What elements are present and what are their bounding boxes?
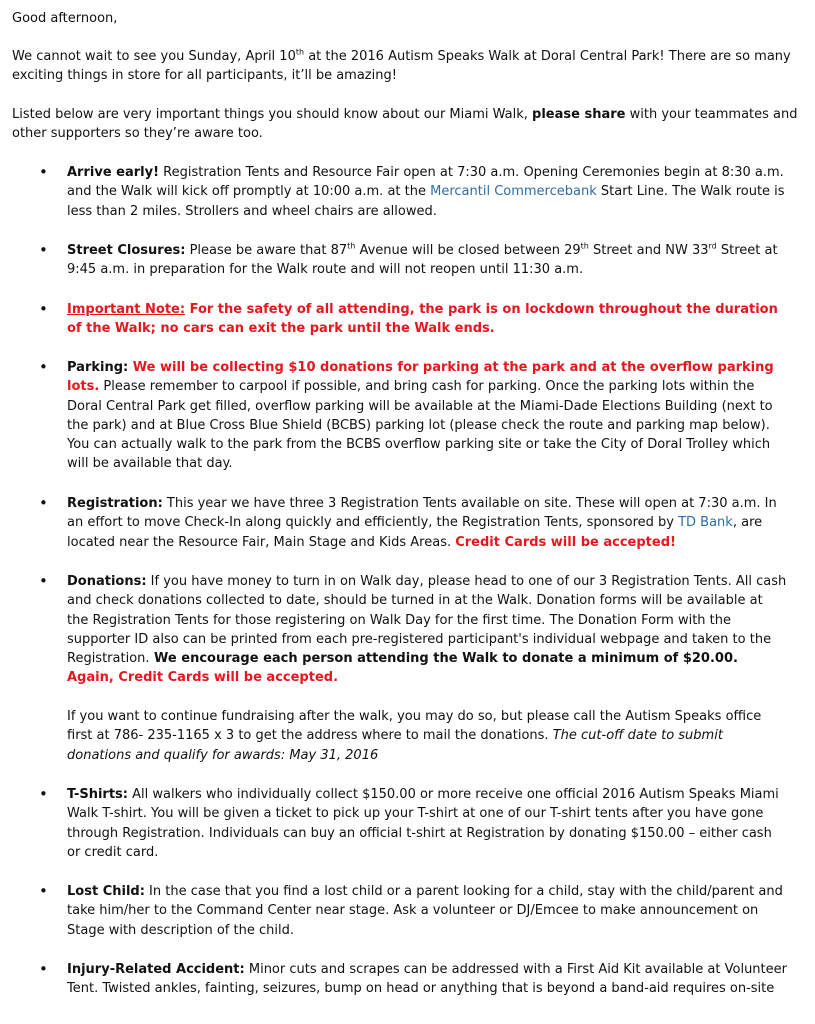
- item-title: Important Note:: [67, 302, 186, 317]
- mercantil-link[interactable]: Mercantil Commercebank: [430, 184, 597, 200]
- donations-followup-paragraph: If you want to continue fundraising after the walk, you may do so, but please call the Autism Speaks office first at 786- 235-1165 x 3 to get the address where to mail the donations. The cut-off date to submit donations and qualify for awards: May 31, 2016: [67, 709, 762, 763]
- list-item-street-closures: • Street Closures: Please be aware that 87th Avenue will be closed between 29th Street and NW 33rd Street at 9:45 a.m. in preparation for the Walk route and will not reopen until 11:30 a.m.: [67, 241, 787, 280]
- intro-paragraph-2: Listed below are very important things you should know about our Miami Walk, please share with your teammates and other supporters so they’re aware too.: [12, 107, 798, 142]
- list-item-important-note: • Important Note: For the safety of all attending, the park is on lockdown throughout the duration of the Walk; no cars can exit the park until the Walk ends.: [67, 300, 787, 339]
- td-bank-link[interactable]: TD Bank: [678, 515, 733, 531]
- list-item-injury: • Injury-Related Accident: Minor cuts and scrapes can be addressed with a First Aid Kit available at Volunteer Tent. Twisted ankles, fainting, seizures, bump on head or anything that is beyond a band-aid requires on-site: [67, 960, 787, 999]
- list-item-parking: • Parking: We will be collecting $10 donations for parking at the park and at the overflow parking lots. Please remember to carpool if possible, and bring cash for parking. Once the parking lots within the Doral Central Park get filled, overflow parking will be available at the Miami-Dade Elections Building (next to the park) and at Blue Cross Blue Shield (BCBS) parking lot (please check the route and parking map below). You can actually walk to the park from the BCBS overflow parking site or take the City of Doral Trolley which will be available that day.: [67, 358, 787, 474]
- item-title: Injury-Related Accident:: [67, 962, 245, 977]
- list-item-lost-child: • Lost Child: In the case that you find a lost child or a parent looking for a child, stay with the child/parent and take him/her to the Command Center near stage. Ask a volunteer or DJ/Emcee to make announcement on Stage with description of the child.: [67, 882, 787, 940]
- intro-paragraph-1: We cannot wait to see you Sunday, April 10th at the 2016 Autism Speaks Walk at Doral Central Park! There are so many exciting things in store for all participants, it’ll be amazing!: [12, 47, 791, 84]
- list-item-arrive-early: • Arrive early! Registration Tents and Resource Fair open at 7:30 a.m. Opening Ceremonies begin at 8:30 a.m. and the Walk will kick off promptly at 10:00 a.m. at the Mercantil Commercebank Start Line. The Walk route is less than 2 miles. Strollers and wheel chairs are allowed.: [67, 163, 787, 221]
- item-title: Lost Child:: [67, 884, 145, 899]
- item-title: Street Closures:: [67, 243, 186, 258]
- list-item-registration: • Registration: This year we have three 3 Registration Tents available on site. These will open at 7:30 a.m. In an effort to move Check-In along quickly and efficiently, the Registration Tents, sponsored by TD Bank, are located near the Resource Fair, Main Stage and Kids Areas. Credit Cards will be accepted!: [67, 494, 787, 552]
- item-title: Donations:: [67, 574, 147, 589]
- greeting: Good afternoon,: [12, 11, 118, 26]
- list-item-donations: • Donations: If you have money to turn in on Walk day, please head to one of our 3 Registration Tents. All cash and check donations collected to date, should be turned in at the Walk. Donation forms will be available at the Registration Tents for those registering on Walk Day for the first time. The Donation Form with the supporter ID also can be printed from each pre-registered participant's individual webpage and taken to the Registration. We encourage each person attending the Walk to donate a minimum of $20.00. Again, Credit Cards will be accepted.: [67, 572, 787, 688]
- item-title: Registration:: [67, 496, 163, 511]
- item-title: T-Shirts:: [67, 787, 128, 802]
- item-title: Parking:: [67, 360, 129, 375]
- list-item-t-shirts: • T-Shirts: All walkers who individually collect $150.00 or more receive one official 2016 Autism Speaks Miami Walk T-shirt. You will be given a ticket to pick up your T-shirt at one of our T-shirt tents after you have gone through Registration. Individuals can buy an official t-shirt at Registration by donating $150.00 – either cash or credit card.: [67, 785, 787, 862]
- item-title: Arrive early!: [67, 165, 160, 180]
